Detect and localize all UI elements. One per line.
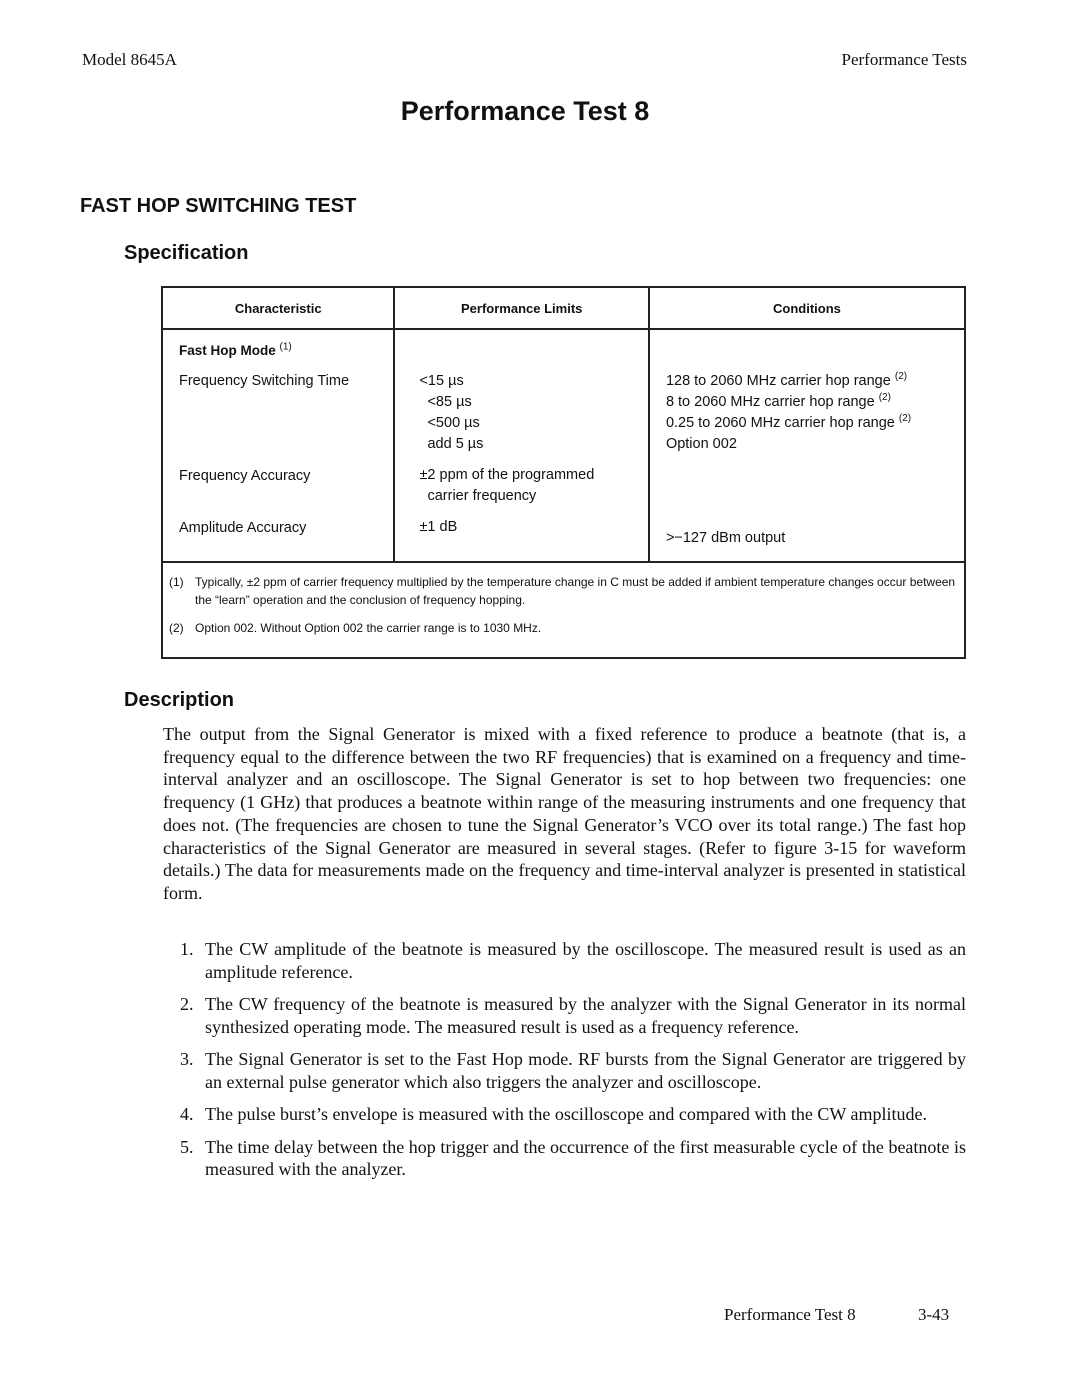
- description-paragraph: The output from the Signal Generator is mixed with a fixed reference to produce a beatnote (that is, a frequency equal to the difference between the two RF frequencies) that is examined on a frequency and time-interval analyzer and an oscilloscope. The Signal Generator is set to hop between two frequencies: one frequency (1 GHz) that produces a beatnote within range of the measuring instruments and one frequency that does not. (The frequencies are chosen to tune the Signal Generator’s VCO over its total range.) The fast hop characteristics of the Signal Generator are measured in several stages. (Refer to figure 3-15 for waveform details.) The data for measurements made on the frequency and time-interval analyzer is presented in statistical form.: [163, 724, 966, 903]
- col-conditions: Conditions: [649, 287, 965, 329]
- char-frequency-accuracy: Frequency Accuracy: [179, 468, 311, 484]
- characteristic-cell: [162, 329, 394, 562]
- limit-85us: <85 µs: [427, 394, 472, 410]
- limit-15us: <15 µs: [419, 373, 464, 389]
- footer-section: Performance Test 8: [724, 1305, 856, 1324]
- page-number: 3-43: [918, 1305, 950, 1324]
- limit-add-5us: add 5 µs: [427, 436, 484, 452]
- page-title: Performance Test 8: [400, 96, 650, 126]
- step-item: 3. The Signal Generator is set to the Fast Hop mode. RF bursts from the Signal Generator are triggered by an external pulse generator which also triggers the analyzer and oscilloscope.: [180, 1049, 966, 1092]
- limit-amplitude: ±1 dB: [419, 519, 458, 535]
- limit-freq-accuracy-1: ±2 ppm of the programmed: [419, 467, 595, 483]
- step-item: 2. The CW frequency of the beatnote is measured by the analyzer with the Signal Generator in its normal synthesized operating mode. The measured result is used as a frequency reference.: [180, 994, 966, 1037]
- cond-option-002: Option 002: [665, 436, 737, 452]
- header-model: Model 8645A: [82, 50, 177, 69]
- header-section: Performance Tests: [841, 50, 967, 69]
- cond-128-2060: 128 to 2060 MHz carrier hop range $^{(2)}$: [665, 371, 908, 389]
- footnote-2: (2) Option 002. Without Option 002 the carrier range is to 1030 MHz.: [169, 621, 542, 635]
- limit-freq-accuracy-2: carrier frequency: [427, 488, 537, 504]
- footnote-1: (1) Typically, ±2 ppm of carrier frequency multiplied by the temperature change in C must be added if ambient temperature changes occur between the “learn” operation and the conclusion of frequency hopping.: [169, 575, 956, 607]
- conditions-cell: [649, 329, 965, 562]
- cond-8-2060: 8 to 2060 MHz carrier hop range $^{(2)}$: [665, 392, 891, 410]
- spec-table: [161, 286, 966, 659]
- spec-table-notes: [162, 562, 965, 658]
- cond-025-2060: 0.25 to 2060 MHz carrier hop range $^{(2)}$: [665, 413, 912, 431]
- step-item: 5. The time delay between the hop trigger and the occurrence of the first measurable cycle of the beatnote is measured with the analyzer.: [180, 1136, 966, 1179]
- procedure-steps: [163, 938, 966, 1191]
- limit-500us: <500 µs: [427, 415, 480, 431]
- step-item: 1. The CW amplitude of the beatnote is measured by the oscilloscope. The measured result is used as an amplitude reference.: [180, 939, 966, 982]
- step-item: 4. The pulse burst’s envelope is measured with the oscilloscope and compared with the CW amplitude.: [180, 1104, 927, 1124]
- cond-dbm-output: >−127 dBm output: [665, 530, 786, 546]
- col-performance-limits: Performance Limits: [394, 287, 648, 329]
- spec-heading: Specification: [124, 242, 249, 264]
- col-characteristic: Characteristic: [162, 287, 394, 329]
- description-heading: Description: [124, 689, 235, 711]
- spec-table-header: [162, 287, 965, 329]
- section-title: FAST HOP SWITCHING TEST: [80, 195, 357, 217]
- limits-cell: [394, 329, 648, 562]
- mode-label: Fast Hop Mode $^{(1)}$: [179, 341, 292, 358]
- char-amplitude-accuracy: Amplitude Accuracy: [179, 520, 307, 536]
- char-switching-time: Frequency Switching Time: [179, 373, 350, 389]
- spec-table-body: [162, 329, 965, 562]
